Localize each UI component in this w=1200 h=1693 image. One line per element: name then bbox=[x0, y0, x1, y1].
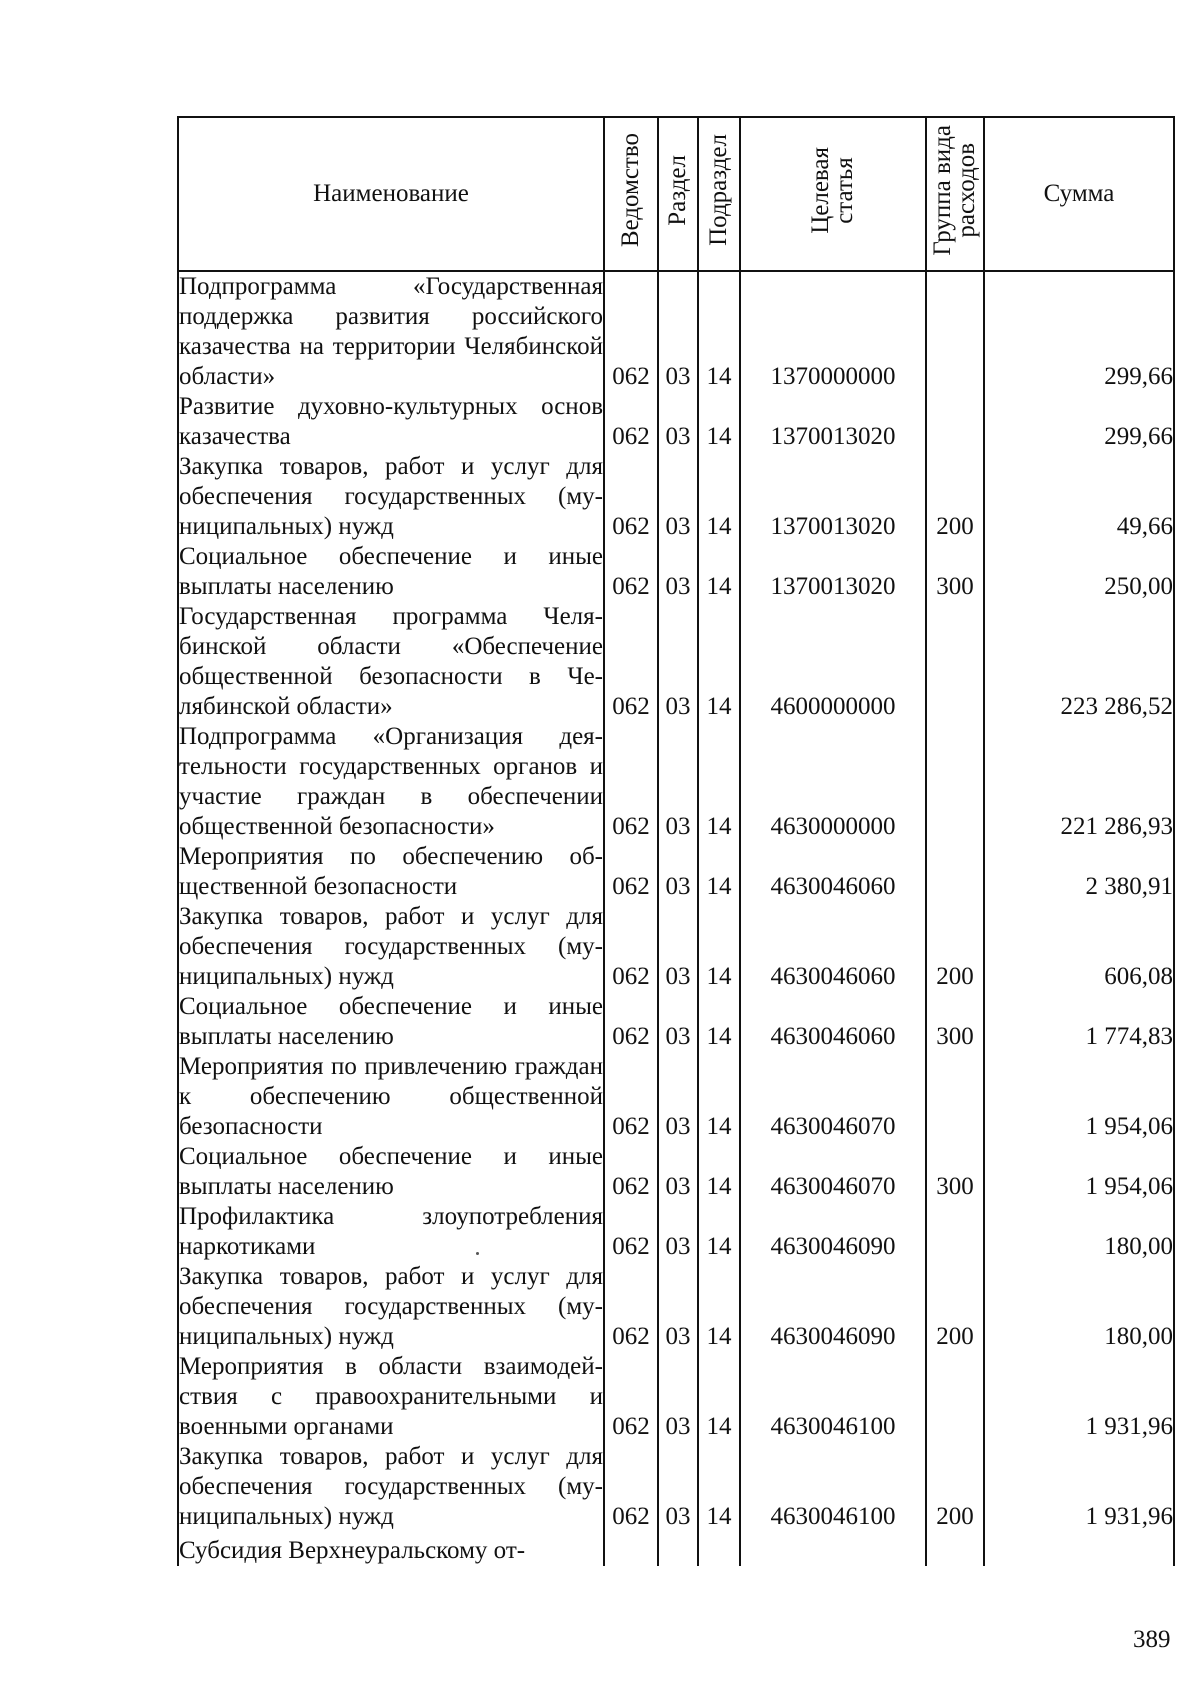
header-podrazdel-label: Подраздел bbox=[705, 134, 732, 246]
cell-razdel: 03 bbox=[658, 722, 698, 842]
cell-razdel: 03 bbox=[658, 392, 698, 452]
table-row bbox=[178, 602, 1174, 722]
cell-vedomstvo: 062 bbox=[604, 1202, 658, 1262]
cell-sum: 49,66 bbox=[984, 452, 1174, 542]
table-row bbox=[178, 1442, 1174, 1532]
cell-podrazdel: 14 bbox=[698, 842, 740, 902]
cell-group bbox=[926, 722, 984, 842]
cell-name: Развитие духовно-культурных основ казачества bbox=[179, 393, 603, 450]
cell-vedomstvo: 062 bbox=[604, 1262, 658, 1352]
budget-table bbox=[177, 116, 1175, 1566]
cell-podrazdel: 14 bbox=[698, 452, 740, 542]
header-name-label: Наименование bbox=[313, 180, 469, 207]
cell-group bbox=[926, 1052, 984, 1142]
header-group-line2: расходов bbox=[953, 142, 980, 238]
cell-target: 4630046100 bbox=[740, 1442, 926, 1532]
cell-sum: 250,00 bbox=[984, 542, 1174, 602]
cell-razdel: 03 bbox=[658, 1052, 698, 1142]
cell-razdel: 03 bbox=[658, 1202, 698, 1262]
header-target bbox=[740, 117, 926, 271]
cell-vedomstvo: 062 bbox=[604, 392, 658, 452]
cell-name: Закупка товаров, работ и услуг для обеспечения государственных (муниципальных) нужд bbox=[179, 1443, 603, 1530]
cell-name: Закупка товаров, работ и услуг для обеспечения государственных (муниципальных) нужд bbox=[179, 1263, 603, 1350]
table-header bbox=[178, 117, 1174, 271]
cell-sum: 299,66 bbox=[984, 271, 1174, 392]
cell-podrazdel: 14 bbox=[698, 542, 740, 602]
cell-sum: 1 931,96 bbox=[984, 1352, 1174, 1442]
cell-vedomstvo: 062 bbox=[604, 1142, 658, 1202]
header-sum bbox=[984, 117, 1174, 271]
table-row bbox=[178, 271, 1174, 392]
table-row bbox=[178, 1142, 1174, 1202]
cell-target: 4630046090 bbox=[740, 1202, 926, 1262]
cell-razdel: 03 bbox=[658, 902, 698, 992]
header-group-line1: Группа вида bbox=[929, 124, 956, 256]
header-name bbox=[178, 117, 604, 271]
cell-target: 4630046070 bbox=[740, 1052, 926, 1142]
cell-podrazdel: 14 bbox=[698, 902, 740, 992]
cell-vedomstvo: 062 bbox=[604, 1352, 658, 1442]
cell-name: Закупка товаров, работ и услуг для обеспечения государственных (муниципальных) нужд bbox=[179, 903, 603, 990]
table-body bbox=[178, 271, 1174, 1566]
cell-podrazdel: 14 bbox=[698, 1442, 740, 1532]
cell-name: Подпрограмма «Государственная поддержка развития российского казачества на территории Челябинской области» bbox=[179, 273, 603, 390]
cell-name: Субсидия Верхнеуральскому от- bbox=[178, 1532, 604, 1566]
cell-podrazdel: 14 bbox=[698, 1262, 740, 1352]
cell-name: Мероприятия в области взаимодействия с правоохранительными и военными органами bbox=[179, 1353, 603, 1440]
cell-sum: 1 954,06 bbox=[984, 1142, 1174, 1202]
cell-sum bbox=[984, 1532, 1174, 1566]
cell-sum: 2 380,91 bbox=[984, 842, 1174, 902]
table-row bbox=[178, 902, 1174, 992]
cell-name: Мероприятия по привлечению граждан к обеспечению общественной безопасности bbox=[179, 1053, 603, 1140]
cell-target: 4630046100 bbox=[740, 1352, 926, 1442]
cell-podrazdel: 14 bbox=[698, 722, 740, 842]
cell-podrazdel: 14 bbox=[698, 1202, 740, 1262]
cell-podrazdel: 14 bbox=[698, 992, 740, 1052]
cell-name: Мероприятия по обеспечению общественной безопасности bbox=[179, 843, 603, 900]
cell-razdel: 03 bbox=[658, 842, 698, 902]
cell-group bbox=[926, 392, 984, 452]
header-group-label bbox=[931, 125, 979, 256]
cell-razdel: 03 bbox=[658, 1262, 698, 1352]
cell-podrazdel: 14 bbox=[698, 1142, 740, 1202]
cell-razdel: 03 bbox=[658, 271, 698, 392]
cell-vedomstvo: 062 bbox=[604, 1052, 658, 1142]
cell-group: 200 bbox=[926, 902, 984, 992]
cell-razdel: 03 bbox=[658, 602, 698, 722]
table-row bbox=[178, 452, 1174, 542]
cell-sum: 180,00 bbox=[984, 1262, 1174, 1352]
cell-sum: 1 931,96 bbox=[984, 1442, 1174, 1532]
cell-group: 300 bbox=[926, 542, 984, 602]
cell-vedomstvo: 062 bbox=[604, 1442, 658, 1532]
cell-group bbox=[926, 602, 984, 722]
cell-sum: 1 774,83 bbox=[984, 992, 1174, 1052]
table-row-continued bbox=[178, 1532, 1174, 1566]
cell-podrazdel: 14 bbox=[698, 1352, 740, 1442]
table-row bbox=[178, 542, 1174, 602]
cell-razdel: 03 bbox=[658, 1442, 698, 1532]
cell-group bbox=[926, 1532, 984, 1566]
cell-group bbox=[926, 271, 984, 392]
table-row bbox=[178, 1052, 1174, 1142]
cell-vedomstvo: 062 bbox=[604, 452, 658, 542]
cell-vedomstvo: 062 bbox=[604, 542, 658, 602]
cell-vedomstvo: 062 bbox=[604, 992, 658, 1052]
cell-name: Социальное обеспечение и иные выплаты населению bbox=[179, 543, 603, 600]
cell-razdel: 03 bbox=[658, 542, 698, 602]
header-group bbox=[926, 117, 984, 271]
cell-group: 200 bbox=[926, 1262, 984, 1352]
cell-vedomstvo: 062 bbox=[604, 722, 658, 842]
cell-sum: 223 286,52 bbox=[984, 602, 1174, 722]
header-podrazdel bbox=[698, 117, 740, 271]
cell-sum: 299,66 bbox=[984, 392, 1174, 452]
header-target-label bbox=[809, 147, 857, 234]
header-target-line2: статья bbox=[831, 156, 858, 224]
page-number: 389 bbox=[1133, 1626, 1171, 1653]
cell-podrazdel: 14 bbox=[698, 602, 740, 722]
cell-target: 4630046060 bbox=[740, 842, 926, 902]
header-razdel-label: Раздел bbox=[664, 154, 691, 226]
cell-sum: 606,08 bbox=[984, 902, 1174, 992]
cell-target: 4630046090 bbox=[740, 1262, 926, 1352]
cell-name: Профилактика злоупотребления наркотиками bbox=[179, 1203, 603, 1260]
cell-sum: 180,00 bbox=[984, 1202, 1174, 1262]
cell-vedomstvo: 062 bbox=[604, 842, 658, 902]
scan-speck bbox=[476, 1252, 479, 1255]
cell-podrazdel: 14 bbox=[698, 1052, 740, 1142]
cell-group bbox=[926, 842, 984, 902]
cell-razdel: 03 bbox=[658, 1352, 698, 1442]
cell-group bbox=[926, 1202, 984, 1262]
cell-name: Социальное обеспечение и иные выплаты населению bbox=[179, 993, 603, 1050]
cell-target: 4630046060 bbox=[740, 992, 926, 1052]
cell-razdel: 03 bbox=[658, 992, 698, 1052]
cell-razdel: 03 bbox=[658, 1142, 698, 1202]
cell-podrazdel: 14 bbox=[698, 271, 740, 392]
cell-target bbox=[740, 1532, 926, 1566]
cell-name: Государственная программа Челябинской области «Обеспечение общественной безопасности в Челябинской области» bbox=[179, 603, 603, 720]
cell-group: 200 bbox=[926, 1442, 984, 1532]
header-vedomstvo-label: Ведомство bbox=[617, 132, 644, 248]
cell-sum: 221 286,93 bbox=[984, 722, 1174, 842]
cell-vedomstvo: 062 bbox=[604, 271, 658, 392]
cell-name: Социальное обеспечение и иные выплаты населению bbox=[179, 1143, 603, 1200]
header-razdel bbox=[658, 117, 698, 271]
cell-target: 1370013020 bbox=[740, 452, 926, 542]
cell-target: 4630046070 bbox=[740, 1142, 926, 1202]
table-row bbox=[178, 1262, 1174, 1352]
table-row bbox=[178, 992, 1174, 1052]
cell-vedomstvo: 062 bbox=[604, 902, 658, 992]
cell-sum: 1 954,06 bbox=[984, 1052, 1174, 1142]
cell-target: 4600000000 bbox=[740, 602, 926, 722]
cell-target: 4630046060 bbox=[740, 902, 926, 992]
cell-target: 1370013020 bbox=[740, 542, 926, 602]
cell-name: Подпрограмма «Организация деятельности государственных органов и участие граждан в обеспечении общественной безопасности» bbox=[179, 723, 603, 840]
cell-group: 300 bbox=[926, 1142, 984, 1202]
table-row bbox=[178, 1202, 1174, 1262]
cell-group: 200 bbox=[926, 452, 984, 542]
cell-podrazdel: 14 bbox=[698, 392, 740, 452]
header-target-line1: Целевая bbox=[807, 146, 834, 234]
cell-target: 1370000000 bbox=[740, 271, 926, 392]
cell-podrazdel bbox=[698, 1532, 740, 1566]
table-row bbox=[178, 722, 1174, 842]
cell-group bbox=[926, 1352, 984, 1442]
cell-group: 300 bbox=[926, 992, 984, 1052]
cell-target: 4630000000 bbox=[740, 722, 926, 842]
cell-name: Закупка товаров, работ и услуг для обеспечения государственных (муниципальных) нужд bbox=[179, 453, 603, 540]
cell-vedomstvo bbox=[604, 1532, 658, 1566]
cell-razdel bbox=[658, 1532, 698, 1566]
table-row bbox=[178, 1352, 1174, 1442]
table-row bbox=[178, 842, 1174, 902]
cell-target: 1370013020 bbox=[740, 392, 926, 452]
header-vedomstvo bbox=[604, 117, 658, 271]
header-sum-label: Сумма bbox=[1043, 180, 1115, 207]
table-row bbox=[178, 392, 1174, 452]
cell-vedomstvo: 062 bbox=[604, 602, 658, 722]
cell-razdel: 03 bbox=[658, 452, 698, 542]
